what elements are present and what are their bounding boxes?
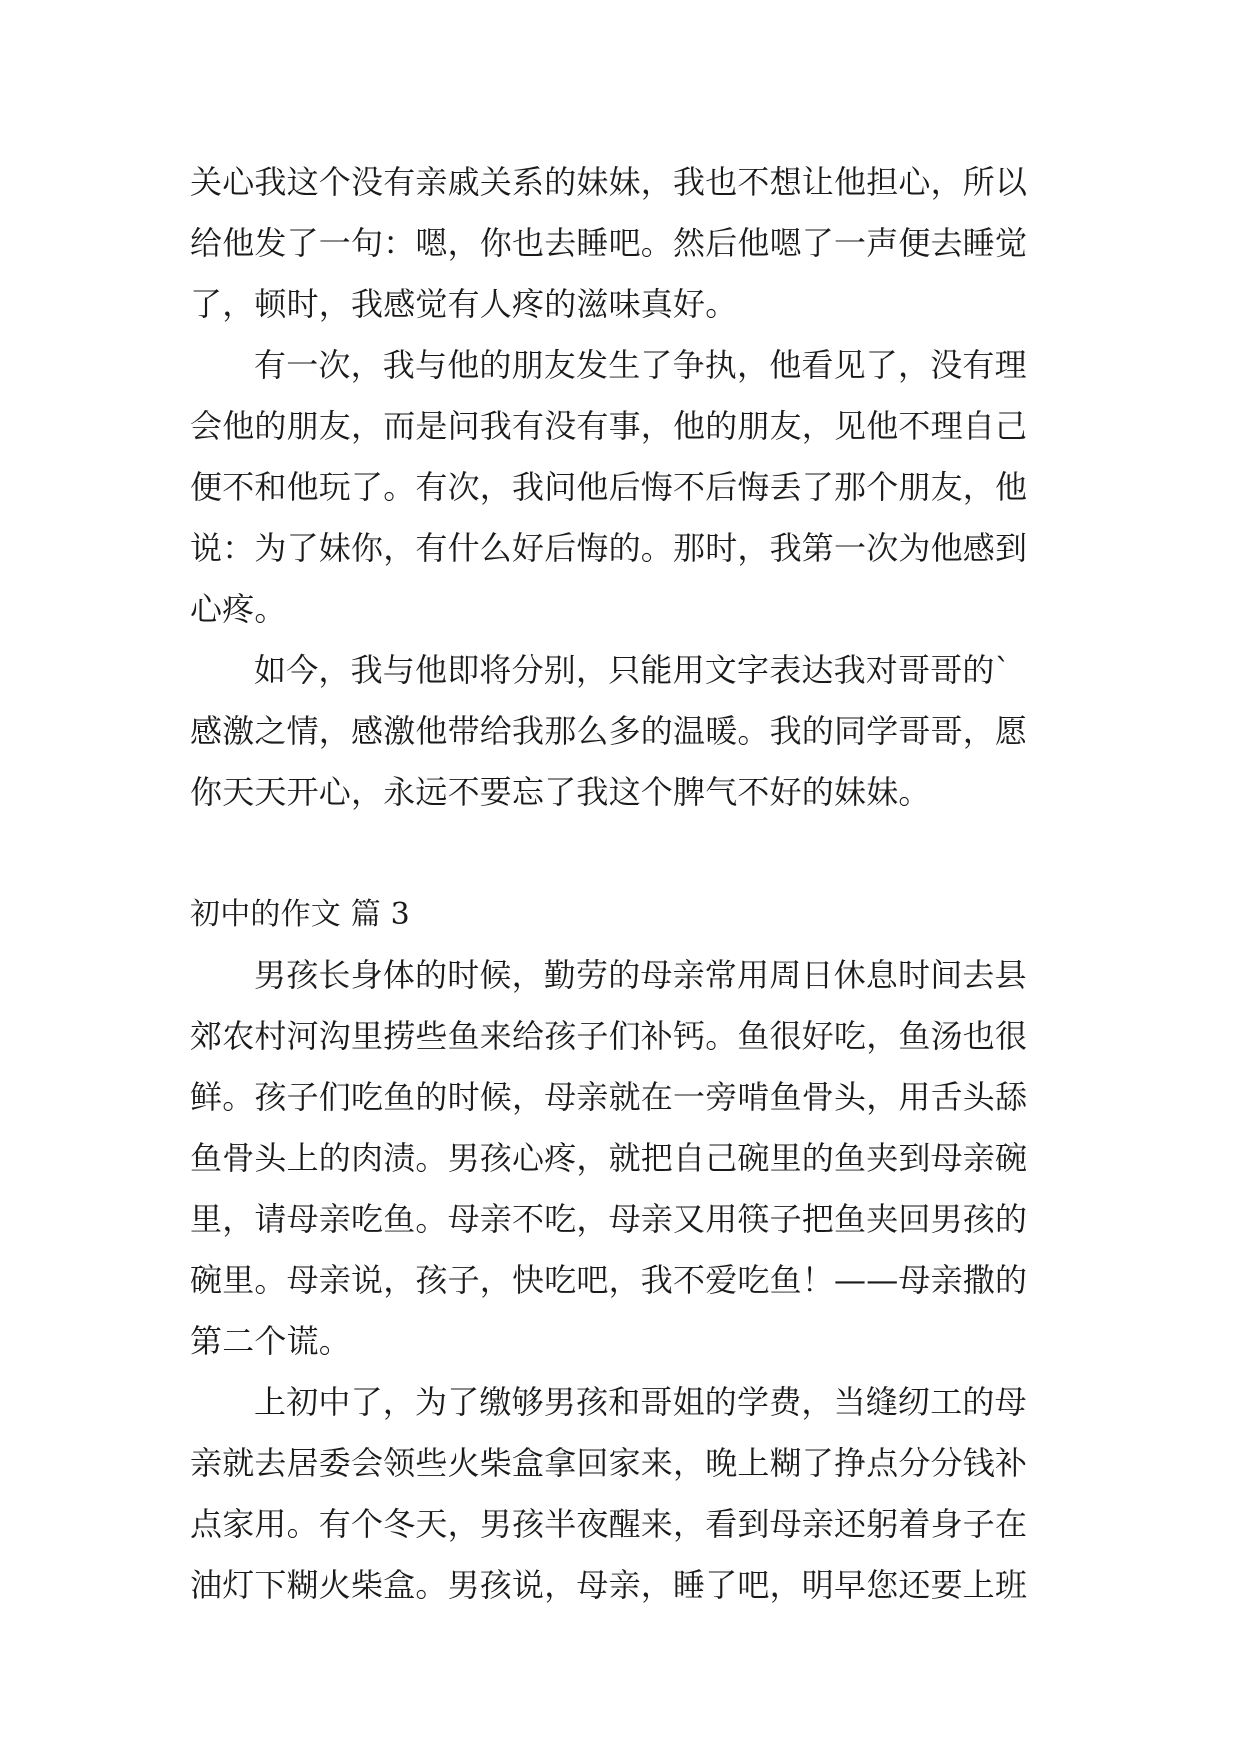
paragraph [190,335,1060,640]
text-line: 感激之情，感激他带给我那么多的温暖。我的同学哥哥，愿 [190,712,1028,750]
text-line: 男孩长身体的时候，勤劳的母亲常用周日休息时间去县 [254,956,1027,994]
paragraph [190,152,1060,335]
paragraph [190,640,1060,823]
text-line: 鱼骨头上的肉渍。男孩心疼，就把自己碗里的鱼夹到母亲碗 [190,1139,1028,1177]
text-line: 会他的朋友，而是问我有没有事，他的朋友，见他不理自己 [190,407,1028,445]
text-line: 了，顿时，我感觉有人疼的滋味真好。 [190,285,738,323]
text-line: 心疼。 [190,590,287,628]
paragraph [190,1372,1060,1616]
text-line: 有一次，我与他的朋友发生了争执，他看见了，没有理 [254,346,1027,384]
document-body [190,152,1060,1616]
text-line: 便不和他玩了。有次，我问他后悔不后悔丢了那个朋友，他 [190,468,1028,506]
section-heading: 初中的作文 篇 3 [190,897,410,932]
text-line: 油灯下糊火柴盒。男孩说，母亲，睡了吧，明早您还要上班 [190,1566,1028,1604]
text-line: 鲜。孩子们吃鱼的时候，母亲就在一旁啃鱼骨头，用舌头舔 [190,1078,1028,1116]
text-line: 点家用。有个冬天，男孩半夜醒来，看到母亲还躬着身子在 [190,1505,1028,1543]
text-line: 给他发了一句：嗯，你也去睡吧。然后他嗯了一声便去睡觉 [190,224,1028,262]
text-line: 里，请母亲吃鱼。母亲不吃，母亲又用筷子把鱼夹回男孩的 [190,1200,1028,1238]
text-line: 如今，我与他即将分别，只能用文字表达我对哥哥的` [254,651,1011,689]
text-line: 说：为了妹你，有什么好后悔的。那时，我第一次为他感到 [190,529,1028,567]
text-line: 碗里。母亲说，孩子，快吃吧，我不爱吃鱼！——母亲撒的 [190,1261,1028,1299]
text-line: 你天天开心，永远不要忘了我这个脾气不好的妹妹。 [190,773,931,811]
text-line: 第二个谎。 [190,1322,352,1360]
text-line: 郊农村河沟里捞些鱼来给孩子们补钙。鱼很好吃，鱼汤也很 [190,1017,1028,1055]
paragraph-gap [190,823,1060,884]
paragraph [190,945,1060,1372]
text-line: 关心我这个没有亲戚关系的妹妹，我也不想让他担心，所以 [190,163,1028,201]
text-line: 上初中了，为了缴够男孩和哥姐的学费，当缝纫工的母 [254,1383,1027,1421]
text-line: 亲就去居委会领些火柴盒拿回家来，晚上糊了挣点分分钱补 [190,1444,1028,1482]
